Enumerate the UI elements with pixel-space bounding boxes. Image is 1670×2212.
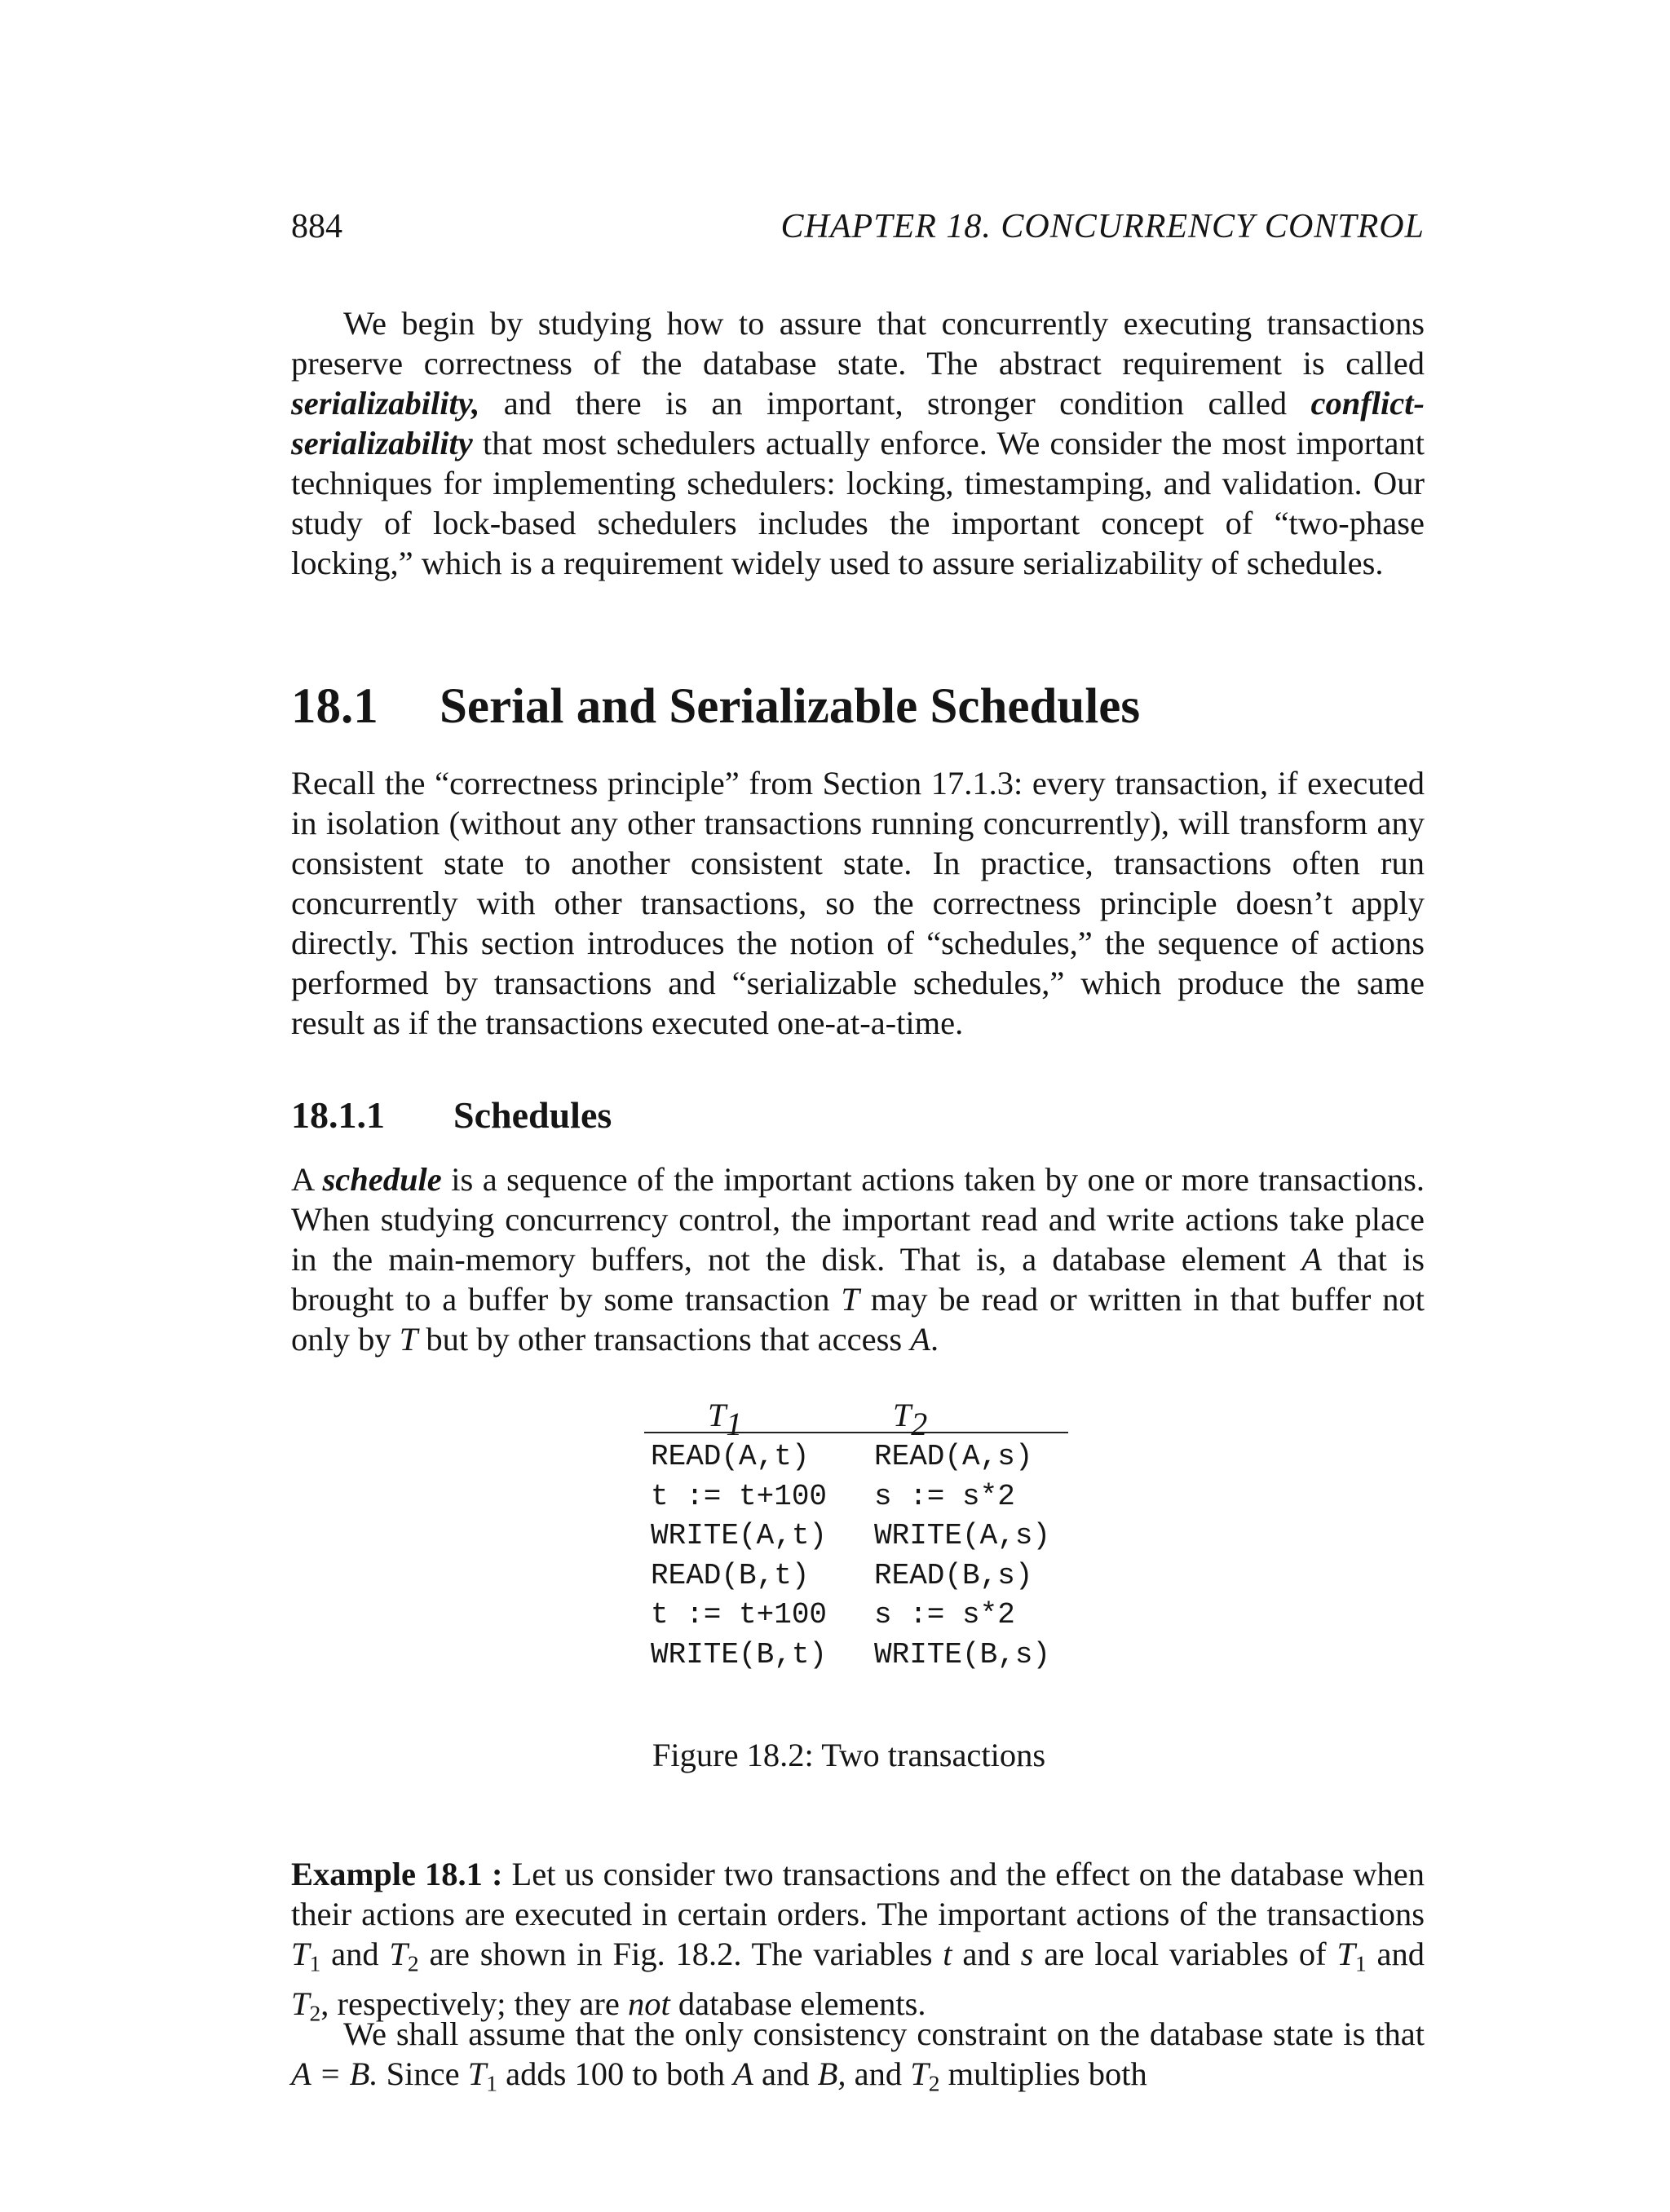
table-row: WRITE(A,t) WRITE(A,s) (651, 1519, 1051, 1552)
header-t2: T2 (893, 1397, 928, 1443)
subsection-heading (291, 1093, 612, 1138)
section-title: Serial and Serializable Schedules (440, 679, 1141, 734)
section-heading (291, 678, 1140, 735)
table-row: WRITE(B,t) WRITE(B,s) (651, 1637, 1051, 1671)
page-number: 884 (291, 208, 342, 245)
transactions-table (644, 1394, 1068, 1671)
section-number: 18.1 (291, 679, 378, 734)
term-schedule: schedule (322, 1161, 442, 1198)
term-not: not (628, 1985, 670, 2022)
table-row: READ(A,t) READ(A,s) (651, 1440, 1033, 1473)
schedules-paragraph: A schedule is a sequence of the important actions taken by one or more transactions. When studying concurrency control, the important read and write actions take place in the main-memory buffers, not the disk. That is, a database element A that is brought to a buffer by some transaction T may be read or written in that buffer not only by T but by other transactions that access A. (291, 1161, 1425, 1358)
header-t1: T1 (708, 1397, 743, 1443)
table-row: READ(B,t) READ(B,s) (651, 1558, 1033, 1592)
term-conflict-serializability: conflict-serializability (291, 385, 1425, 461)
subsection-title: Schedules (453, 1094, 612, 1136)
example-paragraph: Example 18.1 : Let us consider two transactions and the effect on the database when their actions are executed in certain orders. The important actions of the transactions $T_1$ and $T_2$ are shown in Fig. 18.2. The variables t and s are local variables of $T_1$ and $T_2$, respectively; they are not database elements. (291, 1856, 1425, 2026)
table-header (644, 1394, 1068, 1443)
section-paragraph: Recall the “correctness principle” from Section 17.1.3: every transaction, if executed in isolation (without any other transactions running concurrently), will transform any consistent state to another consistent state. In practice, transactions often run concurrently with other transactions, so the correctness principle doesn’t apply directly. This section introduces the notion of “schedules,” the sequence of actions performed by transactions and “serializable schedules,” which produce the same result as if the transactions executed one-at-a-time. (291, 765, 1425, 1041)
example-label: Example 18.1 : (291, 1856, 503, 1892)
subsection-number: 18.1.1 (291, 1094, 385, 1136)
term-serializability: serializability, (291, 385, 480, 422)
table-row: t := t+100 s := s*2 (651, 1598, 1015, 1631)
figure-caption: Figure 18.2: Two transactions (652, 1737, 1046, 1773)
table-row: t := t+100 s := s*2 (651, 1479, 1015, 1513)
intro-paragraph: We begin by studying how to assure that concurrently executing transactions preserve correctness of the database state. The abstract requirement is called serializability, and there is an important, stronger condition called conflict-serializability that most schedulers actually enforce. We consider the most important techniques for implementing schedulers: locking, timestamping, and validation. Our study of lock-based schedulers includes the important concept of “two-phase locking,” which is a requirement widely used to assure serializability of schedules. (291, 305, 1425, 581)
chapter-title: CHAPTER 18. CONCURRENCY CONTROL (780, 208, 1425, 245)
example-continuation-paragraph: We shall assume that the only consistency constraint on the database state is that A = B. Since $T_1$ adds 100 to both A and B, and $T_2$ multiplies both (291, 2016, 1425, 2096)
